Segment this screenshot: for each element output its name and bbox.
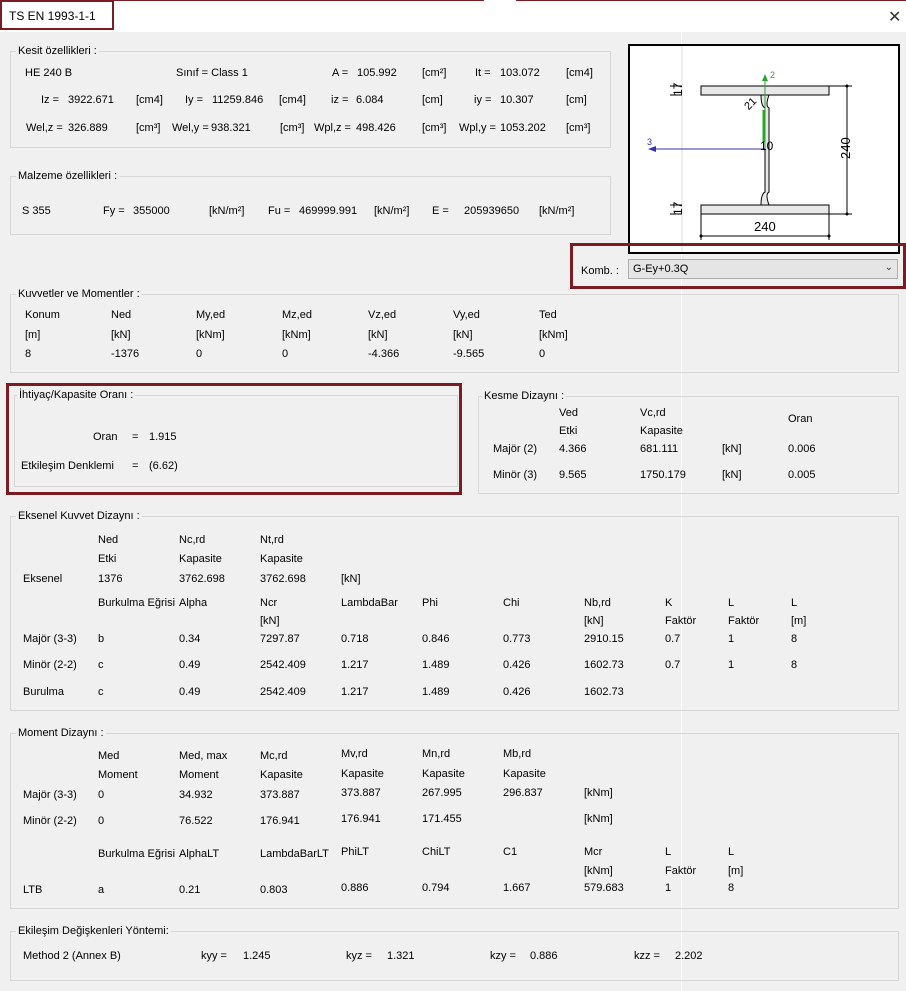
moment-row-cell: 0	[98, 815, 105, 827]
moment-subheader: Kapasite	[422, 768, 465, 780]
ltb-header: PhiLT	[341, 846, 369, 858]
interaction-group	[10, 931, 899, 981]
kyz-label: kyz =	[346, 950, 372, 962]
buckling-row-cell: Burulma	[23, 686, 64, 698]
buckling-header: Chi	[503, 597, 520, 609]
ltb-header: Mcr	[584, 846, 603, 858]
it-value: 103.072	[500, 67, 540, 79]
forces-value: 0	[282, 348, 289, 360]
axial-header-kapasite: Kapasite	[179, 553, 222, 565]
shear-header-ved: Ved	[559, 407, 578, 419]
shear-group	[478, 396, 899, 494]
buckling-row-cell: 0.773	[503, 633, 531, 645]
forces-value: -4.366	[368, 348, 400, 360]
ltb-header: Burkulma Eğrisi	[98, 848, 176, 860]
shear-title: Kesme Dizaynı :	[484, 390, 565, 402]
interaction-equals: =	[132, 460, 139, 472]
wplz-unit: [cm³]	[422, 122, 447, 134]
forces-value: -1376	[111, 348, 140, 360]
forces-header: Konum	[25, 309, 60, 321]
shear-row-unit: [kN]	[722, 469, 742, 481]
buckling-row-cell: 0.49	[179, 686, 201, 698]
forces-title: Kuvvetler ve Momentler :	[18, 288, 140, 300]
top-line-left	[114, 0, 484, 1]
shear-header-etki: Etki	[559, 425, 578, 437]
buckling-header: Phi	[422, 597, 438, 609]
buckling-row-cell: 8	[791, 659, 798, 671]
oran-value: 1.915	[149, 431, 177, 443]
moment-title: Moment Dizaynı :	[18, 727, 104, 739]
axial-row-label: Eksenel	[23, 573, 63, 585]
iy-inertia-value: 11259.846	[212, 94, 264, 106]
ltb-header: LambdaBarLT	[260, 848, 329, 860]
ltb-unit: Faktör	[665, 865, 697, 877]
buckling-row-cell: c	[98, 659, 104, 671]
shear-row-ved: 4.366	[559, 443, 587, 455]
buckling-unit: Faktör	[665, 615, 697, 627]
it-label: It =	[475, 67, 491, 79]
width-dim-label: 240	[754, 219, 776, 234]
shear-row-ved: 9.565	[559, 469, 587, 481]
shear-header-kapasite: Kapasite	[640, 425, 683, 437]
shear-row-unit: [kN]	[722, 443, 742, 455]
buckling-row-cell: 0.7	[665, 633, 681, 645]
a-unit: [cm²]	[422, 67, 447, 79]
axis-2-label: 2	[770, 70, 776, 80]
buckling-row-cell: 0.426	[503, 686, 531, 698]
shear-row-oran: 0.006	[788, 443, 816, 455]
flange-bottom-label: 17	[671, 201, 685, 215]
interaction-value: (6.62)	[149, 460, 178, 472]
moment-row-cell: Minör (2-2)	[23, 815, 77, 827]
shear-row-vcrd: 681.111	[640, 443, 679, 455]
moment-header: Mb,rd	[503, 748, 532, 760]
buckling-row-cell: 1	[728, 633, 735, 645]
axis-2-arrow	[762, 74, 768, 81]
iy-radius-value: 10.307	[500, 94, 534, 106]
ltb-header: AlphaLT	[179, 848, 220, 860]
axial-header-ned: Ned	[98, 534, 119, 546]
moment-subheader: Kapasite	[341, 768, 384, 780]
axial-ncrd-value: 3762.698	[179, 573, 225, 585]
wply-value: 1053.202	[500, 122, 546, 134]
forces-value: 8	[25, 348, 32, 360]
window-title: TS EN 1993-1-1	[9, 9, 96, 23]
forces-unit: [kN]	[368, 329, 388, 341]
buckling-row-cell: 0.49	[179, 659, 201, 671]
top-line-right	[516, 0, 906, 1]
radius-label: 21	[742, 95, 760, 113]
moment-row-cell: [kNm]	[584, 813, 613, 825]
kyz-value: 1.321	[387, 950, 415, 962]
axial-unit: [kN]	[341, 573, 361, 585]
iy-radius-unit: [cm]	[566, 94, 587, 106]
height-dim-dot-bottom	[846, 213, 849, 216]
axial-header-kapasite: Kapasite	[260, 553, 303, 565]
moment-row-cell: 296.837	[503, 787, 543, 799]
axial-header-ncrd: Nc,rd	[179, 534, 206, 546]
welz-unit: [cm³]	[136, 122, 161, 134]
moment-row-cell: Majör (3-3)	[23, 789, 77, 801]
axial-ntrd-value: 3762.698	[260, 573, 306, 585]
material-title: Malzeme özellikleri :	[18, 170, 118, 182]
moment-row-cell: 171.455	[422, 813, 462, 825]
wply-unit: [cm³]	[566, 122, 591, 134]
shear-row-oran: 0.005	[788, 469, 816, 481]
fu-value: 469999.991	[299, 205, 358, 217]
fy-value: 355000	[133, 205, 170, 217]
buckling-unit: [kN]	[584, 615, 604, 627]
buckling-row-cell: 2910.15	[584, 633, 624, 645]
ltb-header: ChiLT	[422, 846, 451, 858]
ltb-row-cell: 8	[728, 882, 735, 894]
buckling-header: Ncr	[260, 597, 278, 609]
forces-value: 0	[196, 348, 203, 360]
buckling-header: Nb,rd	[584, 597, 611, 609]
ltb-row-cell: 0.886	[341, 882, 369, 894]
moment-header: Mn,rd	[422, 748, 451, 760]
web-thickness-label: 10	[760, 139, 774, 153]
iy-inertia-label: Iy =	[185, 94, 204, 106]
oran-label: Oran	[93, 431, 118, 443]
forces-header: Ned	[111, 309, 132, 321]
interaction-title: Ekileşim Değişkenleri Yöntemi:	[18, 925, 169, 937]
wplz-label: Wpl,z =	[314, 122, 351, 134]
axial-group	[10, 516, 899, 711]
welz-label: Wel,z =	[26, 122, 63, 134]
buckling-row-cell: 1.489	[422, 659, 450, 671]
ltb-row-cell: 579.683	[584, 882, 624, 894]
combination-select[interactable]	[628, 259, 898, 279]
shear-header-oran: Oran	[788, 413, 813, 425]
buckling-header: Burkulma Eğrisi	[98, 597, 176, 609]
buckling-row-cell: 1	[728, 659, 735, 671]
buckling-row-cell: 1602.73	[584, 686, 624, 698]
buckling-header: K	[665, 597, 673, 609]
bottom-flange	[701, 205, 829, 214]
ltb-header: L	[728, 846, 735, 858]
flange-top-label: 17	[671, 82, 685, 96]
moment-subheader: Moment	[179, 769, 219, 781]
buckling-row-cell: 1.217	[341, 659, 369, 671]
ltb-unit: [m]	[728, 865, 744, 877]
height-dim-dot-top	[846, 85, 849, 88]
iz-inertia-unit: [cm4]	[136, 94, 163, 106]
width-dim-dot-right	[828, 235, 831, 238]
buckling-unit: [kN]	[260, 615, 280, 627]
buckling-row-cell: 0.846	[422, 633, 450, 645]
forces-unit: [kNm]	[196, 329, 225, 341]
forces-header: Vz,ed	[368, 309, 397, 321]
buckling-row-cell: 0.34	[179, 633, 201, 645]
shear-header-vcrd: Vc,rd	[640, 407, 666, 419]
buckling-row-cell: 8	[791, 633, 798, 645]
iy-radius-label: iy =	[474, 94, 492, 106]
axial-header-etki: Etki	[98, 553, 117, 565]
kyy-value: 1.245	[243, 950, 271, 962]
buckling-row-cell: Majör (3-3)	[23, 633, 77, 645]
buckling-row-cell: 2542.409	[260, 659, 306, 671]
e-unit: [kN/m²]	[539, 205, 575, 217]
buckling-header: L	[791, 597, 798, 609]
forces-unit: [kNm]	[282, 329, 311, 341]
shear-row-label: Minör (3)	[493, 469, 538, 481]
shear-row-vcrd: 1750.179	[640, 469, 686, 481]
it-unit: [cm4]	[566, 67, 593, 79]
combination-value: G-Ey+0.3Q	[633, 263, 689, 275]
moment-subheader: Kapasite	[503, 768, 546, 780]
forces-header: My,ed	[196, 309, 226, 321]
iz-inertia-value: 3922.671	[68, 94, 114, 106]
a-value: 105.992	[357, 67, 397, 79]
buckling-row-cell: 0.718	[341, 633, 369, 645]
ltb-row-cell: LTB	[23, 884, 43, 896]
kzz-value: 2.202	[675, 950, 703, 962]
axial-title: Eksenel Kuvvet Dizaynı :	[18, 510, 140, 522]
kzy-value: 0.886	[530, 950, 558, 962]
buckling-row-cell: 1.217	[341, 686, 369, 698]
buckling-row-cell: b	[98, 633, 105, 645]
moment-row-cell: 267.995	[422, 787, 462, 799]
width-dim-dot-left	[700, 235, 703, 238]
ltb-row-cell: 1.667	[503, 882, 531, 894]
ltb-row-cell: 0.794	[422, 882, 450, 894]
section-properties-title: Kesit özellikleri :	[18, 45, 97, 57]
iz-radius-label: iz =	[331, 94, 349, 106]
forces-unit: [kN]	[453, 329, 473, 341]
ltb-row-cell: a	[98, 884, 105, 896]
moment-row-cell: 34.932	[179, 789, 213, 801]
forces-unit: [kNm]	[539, 329, 568, 341]
ltb-row-cell: 0.21	[179, 884, 201, 896]
moment-row-cell: 0	[98, 789, 105, 801]
moment-row-cell: 176.941	[260, 815, 300, 827]
wply-label: Wpl,y =	[459, 122, 496, 134]
height-dim-label: 240	[838, 137, 853, 159]
moment-header: Med, max	[179, 750, 228, 762]
moment-subheader: Moment	[98, 769, 138, 781]
iz-radius-unit: [cm]	[422, 94, 443, 106]
combo-label: Komb. :	[581, 265, 619, 277]
kyy-label: kyy =	[201, 950, 227, 962]
fy-label: Fy =	[103, 205, 125, 217]
forces-unit: [kN]	[111, 329, 131, 341]
wely-value: 938.321	[211, 122, 251, 134]
buckling-header: LambdaBar	[341, 597, 398, 609]
ltb-row-cell: 1	[665, 882, 672, 894]
ltb-row-cell: 0.803	[260, 884, 288, 896]
oran-equals: =	[132, 431, 139, 443]
buckling-row-cell: 1602.73	[584, 659, 624, 671]
profile-name: HE 240 B	[25, 67, 73, 79]
moment-row-cell: 176.941	[341, 813, 381, 825]
wplz-value: 498.426	[356, 122, 396, 134]
wely-unit: [cm³]	[280, 122, 305, 134]
moment-row-cell: 373.887	[341, 787, 381, 799]
kzy-label: kzy =	[490, 950, 516, 962]
wely-label: Wel,y =	[172, 122, 209, 134]
ltb-unit: [kNm]	[584, 865, 613, 877]
ltb-header: L	[665, 846, 672, 858]
moment-row-cell: [kNm]	[584, 787, 613, 799]
fu-unit: [kN/m²]	[374, 205, 410, 217]
buckling-row-cell: Minör (2-2)	[23, 659, 77, 671]
ratio-highlight	[6, 383, 462, 495]
buckling-row-cell: 0.426	[503, 659, 531, 671]
buckling-unit: [m]	[791, 615, 807, 627]
fu-label: Fu =	[268, 205, 291, 217]
section-drawing	[628, 44, 900, 254]
iz-inertia-label: Iz =	[41, 94, 60, 106]
forces-header: Vy,ed	[453, 309, 480, 321]
iz-radius-value: 6.084	[356, 94, 384, 106]
close-icon[interactable]: ✕	[888, 9, 902, 26]
i-beam-svg	[630, 46, 898, 252]
moment-header: Mv,rd	[341, 748, 368, 760]
axial-header-ntrd: Nt,rd	[260, 534, 284, 546]
fy-unit: [kN/m²]	[209, 205, 245, 217]
e-label: E =	[432, 205, 449, 217]
buckling-row-cell: 0.7	[665, 659, 681, 671]
forces-value: -9.565	[453, 348, 485, 360]
axial-ned-value: 1376	[98, 573, 123, 585]
ltb-header: C1	[503, 846, 518, 858]
a-label: A =	[332, 67, 349, 79]
iy-inertia-unit: [cm4]	[279, 94, 306, 106]
interaction-method: Method 2 (Annex B)	[23, 950, 121, 962]
axis-3-label: 3	[647, 137, 653, 147]
buckling-row-cell: 1.489	[422, 686, 450, 698]
buckling-row-cell: 2542.409	[260, 686, 306, 698]
forces-header: Ted	[539, 309, 557, 321]
forces-value: 0	[539, 348, 546, 360]
buckling-row-cell: c	[98, 686, 104, 698]
moment-row-cell: 76.522	[179, 815, 213, 827]
forces-unit: [m]	[25, 329, 41, 341]
chevron-down-icon: ⌄	[884, 262, 893, 273]
ratio-title: İhtiyaç/Kapasite Oranı :	[19, 389, 134, 401]
buckling-unit: Faktör	[728, 615, 760, 627]
material-grade: S 355	[22, 205, 51, 217]
moment-header: Mc,rd	[260, 750, 288, 762]
kzz-label: kzz =	[634, 950, 660, 962]
buckling-header: L	[728, 597, 735, 609]
buckling-header: Alpha	[179, 597, 208, 609]
shear-row-label: Majör (2)	[493, 443, 538, 455]
e-value: 205939650	[464, 205, 520, 217]
moment-row-cell: 373.887	[260, 789, 300, 801]
interaction-label: Etkileşim Denklemi	[21, 460, 114, 472]
section-class: Sınıf = Class 1	[176, 67, 248, 79]
forces-header: Mz,ed	[282, 309, 312, 321]
moment-header: Med	[98, 750, 120, 762]
welz-value: 326.889	[68, 122, 108, 134]
title-bar	[0, 0, 906, 32]
buckling-row-cell: 7297.87	[260, 633, 300, 645]
moment-subheader: Kapasite	[260, 769, 303, 781]
